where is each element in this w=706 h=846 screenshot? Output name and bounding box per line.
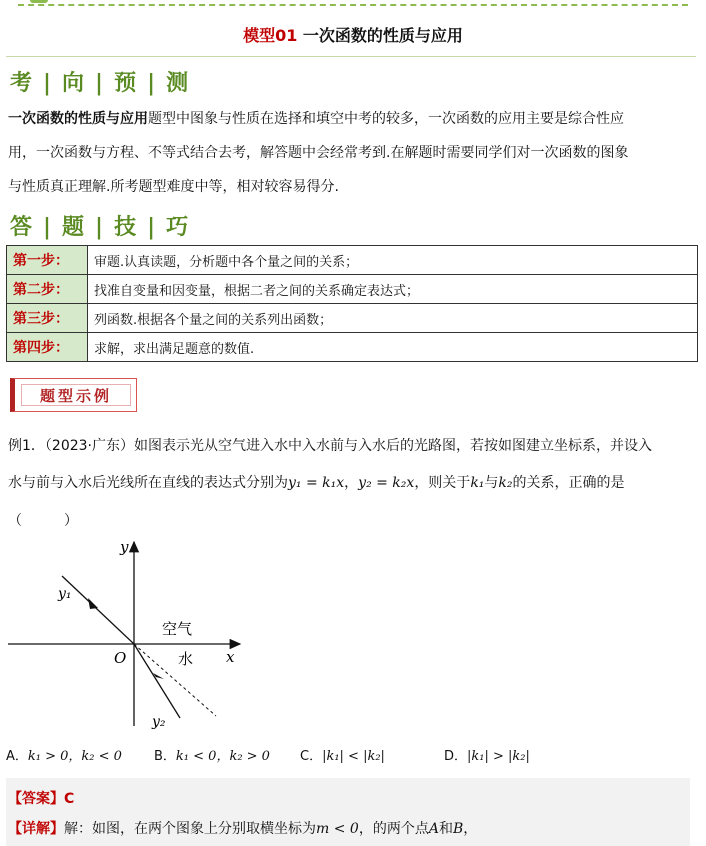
x-axis-label: x	[226, 648, 235, 666]
heading-kaoxiang: 考 | 向 | 预 | 测	[10, 70, 190, 96]
option-c[interactable]: C．|k₁| < |k₂|	[300, 749, 385, 764]
title-underline	[6, 56, 696, 57]
heading-char: 巧	[166, 214, 190, 240]
title-topic: 一次函数的性质与应用	[302, 26, 463, 45]
step-text: 审题.认真读题，分析题中各个量之间的关系；	[88, 246, 698, 275]
title-model-number: 模型01	[243, 26, 298, 45]
light-path-figure	[4, 536, 254, 732]
step-text: 求解，求出满足题意的数值.	[88, 333, 698, 362]
heading-char: 向	[62, 70, 86, 96]
ray-y1-arrow	[88, 598, 98, 609]
answer-value: C	[64, 791, 75, 807]
heading-char: 考	[10, 70, 34, 96]
water-label: 水	[178, 650, 194, 668]
heading-dati: 答 | 题 | 技 | 巧	[10, 214, 190, 240]
intro-paragraph	[8, 102, 698, 204]
step-label: 第二步：	[7, 275, 88, 304]
y1-label: y₁	[58, 586, 72, 602]
intro-line: 与性质真正理解.所考题型难度中等，相对较容易得分.	[8, 179, 339, 195]
top-tab-mark	[30, 0, 48, 3]
y-axis-label: y	[120, 538, 129, 556]
equation-y1: y₁ = k₁x	[288, 475, 345, 491]
dashed-extension	[134, 644, 216, 716]
air-label: 空气	[162, 620, 193, 638]
detail-tag: 【详解】	[8, 821, 64, 837]
heading-char: 答	[10, 214, 34, 240]
table-row	[7, 246, 698, 275]
heading-char: 测	[166, 70, 190, 96]
example-line-2: 水与前与入水后光线所在直线的表达式分别为y₁ = k₁x，y₂ = k₂x，则关于k₁与k₂的关系，正确的是	[8, 475, 625, 491]
step-label: 第一步：	[7, 246, 88, 275]
option-a[interactable]: A．k₁ > 0，k₂ < 0	[6, 749, 122, 764]
origin-label: O	[114, 649, 127, 667]
ray-y1	[62, 576, 134, 644]
ray-y2	[134, 644, 180, 718]
table-row	[7, 275, 698, 304]
intro-bold-topic: 一次函数的性质与应用	[8, 111, 148, 127]
y2-label: y₂	[152, 714, 166, 730]
intro-line: 一次函数的性质与应用题型中图象与性质在选择和填空中考的较多，一次函数的应用主要是综合性应	[8, 111, 624, 127]
answer-line	[8, 788, 74, 808]
step-label: 第四步：	[7, 333, 88, 362]
step-text: 列函数.根据各个量之间的关系列出函数；	[88, 304, 698, 333]
heading-char: 技	[114, 214, 138, 240]
heading-char: 题	[62, 214, 86, 240]
badge-label: 题型示例	[21, 384, 131, 406]
intro-line: 用，一次函数与方程、不等式结合去考，解答题中会经常考到.在解题时需要同学们对一次函数的图象	[8, 145, 629, 161]
answer-tag: 【答案】	[8, 791, 64, 807]
table-row	[7, 304, 698, 333]
top-divider	[18, 4, 688, 6]
answer-paren: （ ）	[8, 513, 78, 529]
equation-y2: y₂ = k₂x	[358, 475, 415, 491]
table-row	[7, 333, 698, 362]
option-d[interactable]: D．|k₁| > |k₂|	[444, 749, 530, 764]
detail-line: 【详解】解：如图，在两个图象上分别取横坐标为m < 0，的两个点A和B，	[8, 821, 478, 837]
page-title	[0, 23, 706, 46]
example-type-badge	[10, 378, 137, 412]
step-label: 第三步：	[7, 304, 88, 333]
example-line-1: 例1．（2023·广东）如图表示光从空气进入水中入水前与入水后的光路图，若按如图建立坐标系，并设入	[8, 438, 652, 454]
step-text: 找准自变量和因变量，根据二者之间的关系确定表达式；	[88, 275, 698, 304]
steps-table	[6, 245, 698, 362]
heading-char: 预	[114, 70, 138, 96]
option-b[interactable]: B．k₁ < 0，k₂ > 0	[154, 749, 270, 764]
